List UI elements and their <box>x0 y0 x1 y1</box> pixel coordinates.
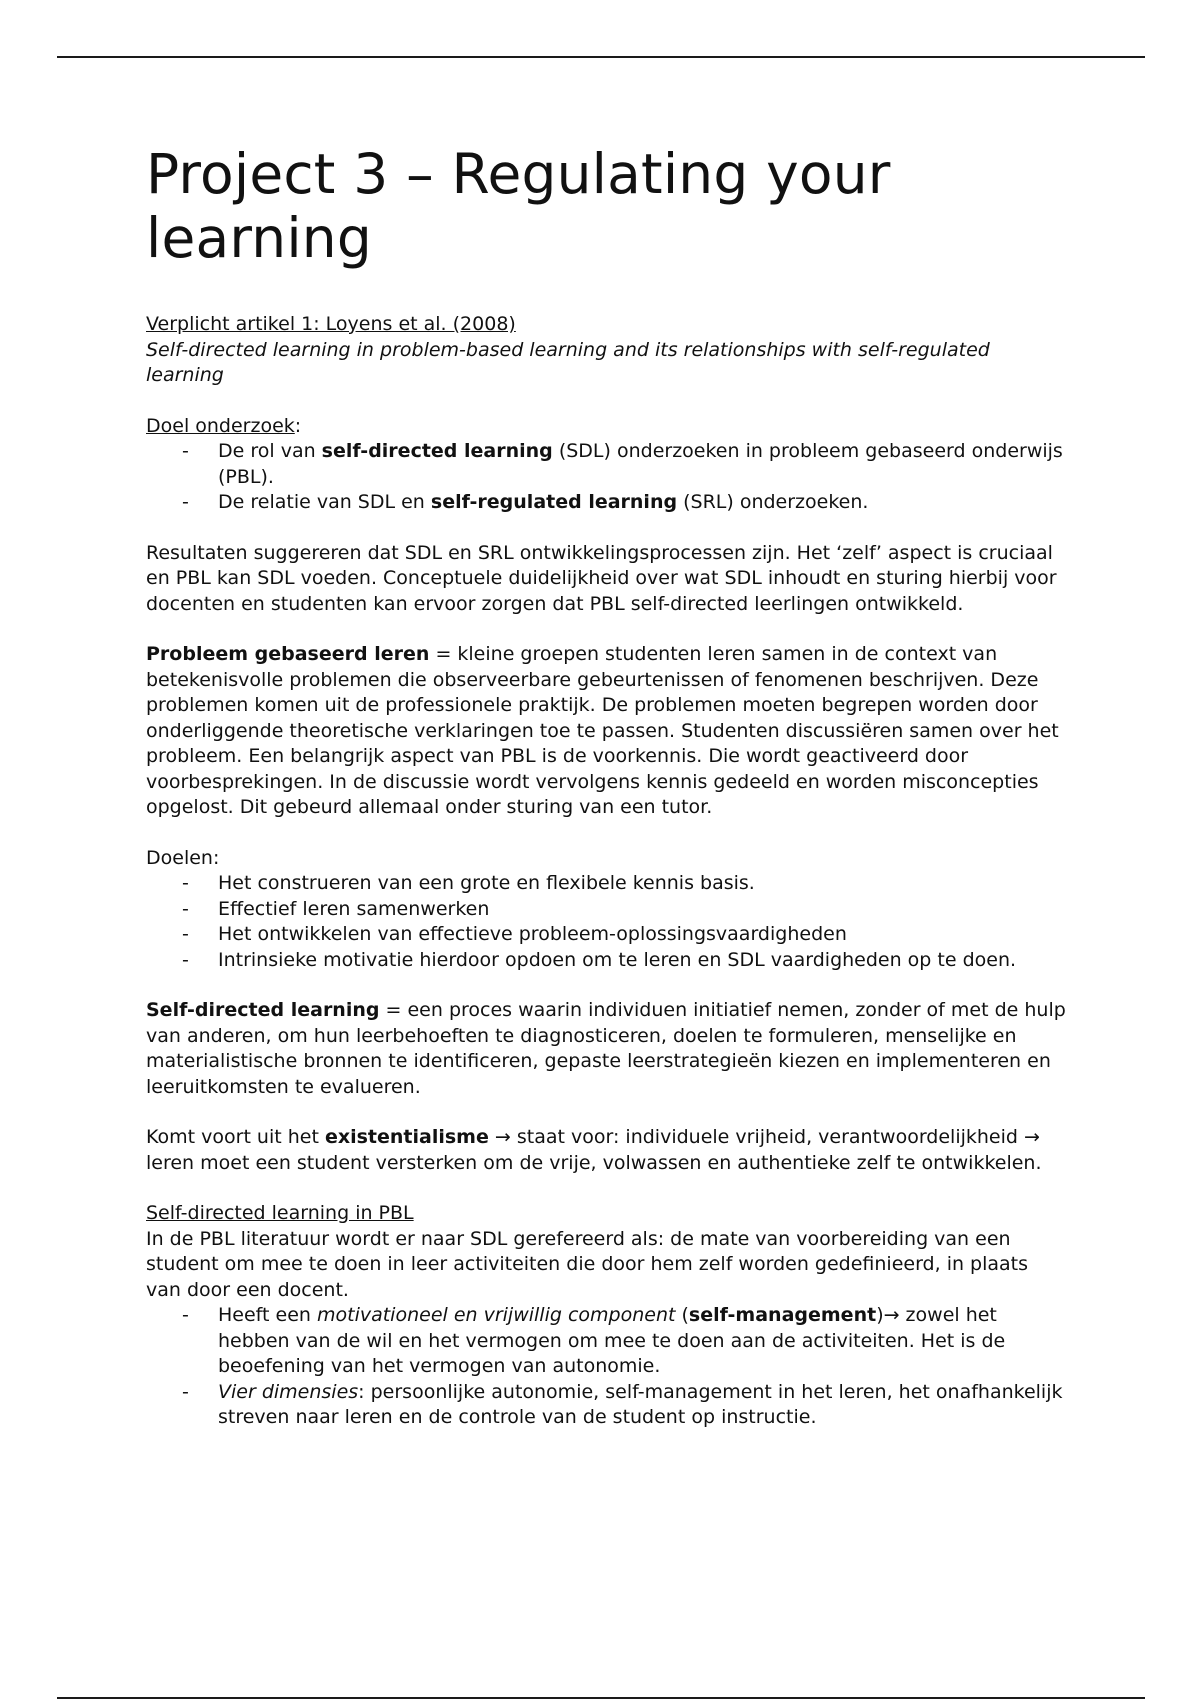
sdl-pbl-heading: Self-directed learning in PBL <box>146 1202 414 1224</box>
doelen-heading: Doelen: <box>146 846 220 869</box>
dash-bullet: - <box>182 1304 189 1326</box>
dash-bullet: - <box>182 948 189 971</box>
list-item: - Vier dimensies: persoonlijke autonomie, self-management in het leren, het onafhankelijk streven naar leren en de controle van de student op instructie. <box>182 1380 1063 1428</box>
pbl-definition: Probleem gebaseerd leren = kleine groepen studenten leren samen in de context van betekenisvolle problemen die observeerbare gebeurtenissen of fenomenen beschrijven. Deze problemen komen uit de professionele praktijk. De problemen moeten begrepen worden door onderliggende theoretische verklaringen toe te passen. Studenten discussiëren samen over het probleem. Een belangrijk aspect van PBL is de voorkennis. Die wordt geactiveerd door voorbesprekingen. In de discussie wordt vervolgens kennis gedeeld en worden misconcepties opgelost. Dit gebeurd allemaal onder sturing van een tutor. <box>146 643 1059 818</box>
list-item: - Het ontwikkelen van effectieve probleem-oplossingsvaardigheden <box>146 922 1066 948</box>
footer-rule <box>57 1697 1145 1699</box>
dash-bullet: - <box>182 1380 189 1403</box>
dash-bullet: - <box>182 440 189 462</box>
article-title: Self-directed learning in problem-based learning and its relationships with self-regulated learning <box>146 338 990 386</box>
doelen-list <box>146 871 1066 973</box>
doel-heading: Doel onderzoek: <box>146 414 302 437</box>
header-rule <box>57 56 1145 58</box>
list-item: - Heeft een motivationeel en vrijwillig component (self-management)→ zowel het hebben van de wil en het vermogen om mee te doen aan de activiteiten. Het is de beoefening van het vermogen van autonomie. <box>182 1304 1006 1377</box>
list-item: - De rol van self-directed learning (SDL) onderzoeken in probleem gebaseerd onderwijs (PBL). <box>182 440 1063 488</box>
dash-bullet: - <box>182 923 189 945</box>
sdl-pbl-list <box>146 1303 1066 1431</box>
sdl-pbl-paragraph: In de PBL literatuur wordt er naar SDL gerefereerd als: de mate van voorbereiding van een student om mee te doen in leer activiteiten die door hem zelf worden gedefinieerd, in plaats van door een docent. <box>146 1227 1029 1301</box>
page-title: Project 3 – Regulating your learning <box>146 142 891 270</box>
doel-list <box>146 439 1066 516</box>
list-item: - De relatie van SDL en self-regulated learning (SRL) onderzoeken. <box>146 490 1066 516</box>
document-body <box>146 142 1066 1431</box>
list-item: - Intrinsieke motivatie hierdoor opdoen om te leren en SDL vaardigheden op te doen. <box>146 948 1066 974</box>
dash-bullet: - <box>182 872 189 894</box>
dash-bullet: - <box>182 491 189 513</box>
list-item: - Het construeren van een grote en flexibele kennis basis. <box>146 871 1066 897</box>
resultaten-paragraph: Resultaten suggereren dat SDL en SRL ontwikkelingsprocessen zijn. Het ‘zelf’ aspect is cruciaal en PBL kan SDL voeden. Conceptuele duidelijkheid over wat SDL inhoudt en sturing hierbij voor docenten en studenten kan ervoor zorgen dat PBL self-directed leerlingen ontwikkeld. <box>146 541 1057 615</box>
article-reference: Verplicht artikel 1: Loyens et al. (2008) <box>146 313 516 335</box>
existentialisme-paragraph: Komt voort uit het existentialisme → staat voor: individuele vrijheid, verantwoordelijkheid → leren moet een student versterken om de vrije, volwassen en authentieke zelf te ontwikkelen. <box>146 1126 1042 1174</box>
sdl-definition: Self-directed learning = een proces waarin individuen initiatief nemen, zonder of met de hulp van anderen, om hun leerbehoeften te diagnosticeren, doelen te formuleren, menselijke en materialistische bronnen te identificeren, gepaste leerstrategieën kiezen en implementeren en leeruitkomsten te evalueren. <box>146 999 1066 1098</box>
dash-bullet: - <box>182 897 189 920</box>
list-item: - Effectief leren samenwerken <box>146 897 1066 923</box>
